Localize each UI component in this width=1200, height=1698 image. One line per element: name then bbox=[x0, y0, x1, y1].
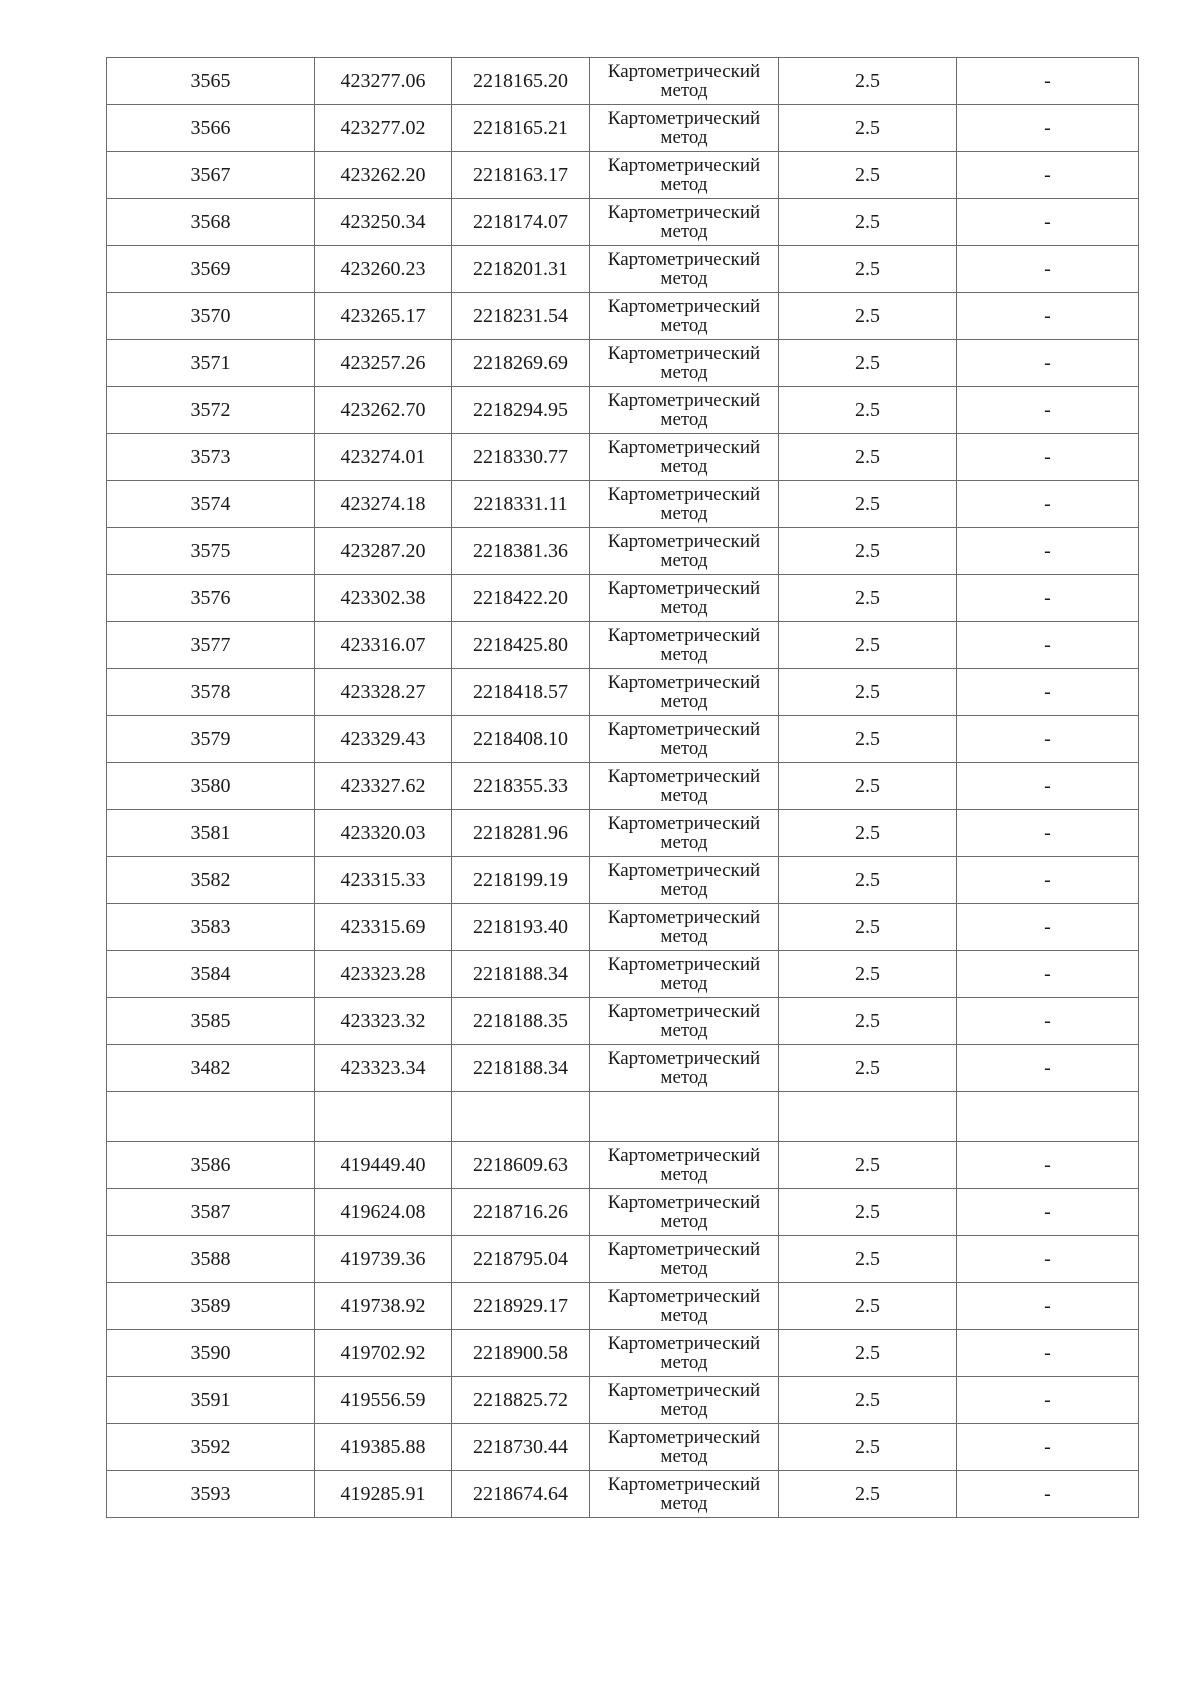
note-cell: - bbox=[957, 1377, 1139, 1424]
table-row bbox=[107, 669, 1139, 716]
method-cell: Картометрический метод bbox=[590, 904, 779, 951]
table-row bbox=[107, 152, 1139, 199]
y-coordinate-cell: 2218730.44 bbox=[452, 1424, 590, 1471]
table-row bbox=[107, 763, 1139, 810]
y-coordinate-cell: 2218425.80 bbox=[452, 622, 590, 669]
method-cell: Картометрический метод bbox=[590, 622, 779, 669]
table-row bbox=[107, 199, 1139, 246]
y-coordinate-cell: 2218199.19 bbox=[452, 857, 590, 904]
y-coordinate-cell: 2218355.33 bbox=[452, 763, 590, 810]
accuracy-cell: 2.5 bbox=[779, 575, 957, 622]
coordinates-table-body bbox=[107, 58, 1139, 1518]
table-row bbox=[107, 810, 1139, 857]
method-cell: Картометрический метод bbox=[590, 105, 779, 152]
accuracy-cell: 2.5 bbox=[779, 1283, 957, 1330]
table-row bbox=[107, 1471, 1139, 1518]
point-number-cell: 3588 bbox=[107, 1236, 315, 1283]
point-number-cell: 3568 bbox=[107, 199, 315, 246]
method-cell: Картометрический метод bbox=[590, 1142, 779, 1189]
point-number-cell: 3571 bbox=[107, 340, 315, 387]
point-number-cell: 3575 bbox=[107, 528, 315, 575]
method-cell: Картометрический метод bbox=[590, 58, 779, 105]
accuracy-cell: 2.5 bbox=[779, 810, 957, 857]
accuracy-cell: 2.5 bbox=[779, 951, 957, 998]
note-cell: - bbox=[957, 575, 1139, 622]
point-number-cell: 3582 bbox=[107, 857, 315, 904]
y-coordinate-cell: 2218331.11 bbox=[452, 481, 590, 528]
note-cell: - bbox=[957, 998, 1139, 1045]
note-cell: - bbox=[957, 1045, 1139, 1092]
method-cell: Картометрический метод bbox=[590, 1330, 779, 1377]
y-coordinate-cell: 2218193.40 bbox=[452, 904, 590, 951]
accuracy-cell: 2.5 bbox=[779, 998, 957, 1045]
accuracy-cell: 2.5 bbox=[779, 1045, 957, 1092]
note-cell: - bbox=[957, 246, 1139, 293]
accuracy-cell: 2.5 bbox=[779, 293, 957, 340]
point-number-cell: 3565 bbox=[107, 58, 315, 105]
point-number-cell: 3581 bbox=[107, 810, 315, 857]
x-coordinate-cell: 423315.33 bbox=[315, 857, 452, 904]
accuracy-cell: 2.5 bbox=[779, 434, 957, 481]
accuracy-cell: 2.5 bbox=[779, 716, 957, 763]
method-cell: Картометрический метод bbox=[590, 1045, 779, 1092]
y-coordinate-cell: 2218795.04 bbox=[452, 1236, 590, 1283]
y-coordinate-cell: 2218422.20 bbox=[452, 575, 590, 622]
y-coordinate-cell: 2218381.36 bbox=[452, 528, 590, 575]
note-cell: - bbox=[957, 857, 1139, 904]
x-coordinate-cell: 423323.28 bbox=[315, 951, 452, 998]
point-number-cell: 3570 bbox=[107, 293, 315, 340]
x-coordinate-cell: 419285.91 bbox=[315, 1471, 452, 1518]
note-cell: - bbox=[957, 716, 1139, 763]
note-cell: - bbox=[957, 293, 1139, 340]
x-coordinate-cell: 423274.01 bbox=[315, 434, 452, 481]
point-number-cell: 3576 bbox=[107, 575, 315, 622]
point-number-cell bbox=[107, 1092, 315, 1142]
method-cell: Картометрический метод bbox=[590, 951, 779, 998]
x-coordinate-cell: 423302.38 bbox=[315, 575, 452, 622]
table-row bbox=[107, 434, 1139, 481]
accuracy-cell: 2.5 bbox=[779, 481, 957, 528]
x-coordinate-cell: 423277.02 bbox=[315, 105, 452, 152]
table-row bbox=[107, 387, 1139, 434]
note-cell: - bbox=[957, 763, 1139, 810]
x-coordinate-cell: 419624.08 bbox=[315, 1189, 452, 1236]
y-coordinate-cell: 2218281.96 bbox=[452, 810, 590, 857]
x-coordinate-cell: 423328.27 bbox=[315, 669, 452, 716]
point-number-cell: 3578 bbox=[107, 669, 315, 716]
accuracy-cell: 2.5 bbox=[779, 1471, 957, 1518]
y-coordinate-cell: 2218330.77 bbox=[452, 434, 590, 481]
accuracy-cell: 2.5 bbox=[779, 152, 957, 199]
x-coordinate-cell: 423277.06 bbox=[315, 58, 452, 105]
accuracy-cell: 2.5 bbox=[779, 1424, 957, 1471]
y-coordinate-cell: 2218188.34 bbox=[452, 1045, 590, 1092]
accuracy-cell: 2.5 bbox=[779, 105, 957, 152]
point-number-cell: 3591 bbox=[107, 1377, 315, 1424]
note-cell: - bbox=[957, 1189, 1139, 1236]
y-coordinate-cell: 2218825.72 bbox=[452, 1377, 590, 1424]
x-coordinate-cell: 423323.34 bbox=[315, 1045, 452, 1092]
point-number-cell: 3592 bbox=[107, 1424, 315, 1471]
method-cell: Картометрический метод bbox=[590, 998, 779, 1045]
x-coordinate-cell: 419739.36 bbox=[315, 1236, 452, 1283]
y-coordinate-cell: 2218163.17 bbox=[452, 152, 590, 199]
y-coordinate-cell: 2218674.64 bbox=[452, 1471, 590, 1518]
accuracy-cell: 2.5 bbox=[779, 246, 957, 293]
x-coordinate-cell: 423274.18 bbox=[315, 481, 452, 528]
y-coordinate-cell: 2218900.58 bbox=[452, 1330, 590, 1377]
point-number-cell: 3593 bbox=[107, 1471, 315, 1518]
table-row-blank bbox=[107, 1092, 1139, 1142]
x-coordinate-cell: 423260.23 bbox=[315, 246, 452, 293]
y-coordinate-cell: 2218231.54 bbox=[452, 293, 590, 340]
accuracy-cell: 2.5 bbox=[779, 904, 957, 951]
table-row bbox=[107, 246, 1139, 293]
x-coordinate-cell: 423316.07 bbox=[315, 622, 452, 669]
method-cell: Картометрический метод bbox=[590, 481, 779, 528]
x-coordinate-cell: 423250.34 bbox=[315, 199, 452, 246]
x-coordinate-cell: 419738.92 bbox=[315, 1283, 452, 1330]
table-row bbox=[107, 105, 1139, 152]
point-number-cell: 3589 bbox=[107, 1283, 315, 1330]
accuracy-cell bbox=[779, 1092, 957, 1142]
method-cell: Картометрический метод bbox=[590, 810, 779, 857]
method-cell: Картометрический метод bbox=[590, 387, 779, 434]
x-coordinate-cell: 423262.70 bbox=[315, 387, 452, 434]
point-number-cell: 3566 bbox=[107, 105, 315, 152]
y-coordinate-cell: 2218165.20 bbox=[452, 58, 590, 105]
note-cell: - bbox=[957, 951, 1139, 998]
method-cell: Картометрический метод bbox=[590, 1424, 779, 1471]
x-coordinate-cell: 419556.59 bbox=[315, 1377, 452, 1424]
point-number-cell: 3580 bbox=[107, 763, 315, 810]
method-cell: Картометрический метод bbox=[590, 293, 779, 340]
method-cell: Картометрический метод bbox=[590, 340, 779, 387]
y-coordinate-cell: 2218165.21 bbox=[452, 105, 590, 152]
point-number-cell: 3574 bbox=[107, 481, 315, 528]
x-coordinate-cell: 423320.03 bbox=[315, 810, 452, 857]
x-coordinate-cell: 423315.69 bbox=[315, 904, 452, 951]
table-row bbox=[107, 575, 1139, 622]
table-row bbox=[107, 1236, 1139, 1283]
note-cell: - bbox=[957, 528, 1139, 575]
point-number-cell: 3573 bbox=[107, 434, 315, 481]
point-number-cell: 3579 bbox=[107, 716, 315, 763]
note-cell: - bbox=[957, 1236, 1139, 1283]
table-row bbox=[107, 951, 1139, 998]
method-cell: Картометрический метод bbox=[590, 857, 779, 904]
method-cell: Картометрический метод bbox=[590, 1189, 779, 1236]
table-row bbox=[107, 1283, 1139, 1330]
point-number-cell: 3586 bbox=[107, 1142, 315, 1189]
note-cell: - bbox=[957, 152, 1139, 199]
method-cell: Картометрический метод bbox=[590, 1236, 779, 1283]
table-row bbox=[107, 1330, 1139, 1377]
y-coordinate-cell: 2218269.69 bbox=[452, 340, 590, 387]
accuracy-cell: 2.5 bbox=[779, 58, 957, 105]
method-cell: Картометрический метод bbox=[590, 152, 779, 199]
table-row bbox=[107, 622, 1139, 669]
note-cell: - bbox=[957, 199, 1139, 246]
point-number-cell: 3585 bbox=[107, 998, 315, 1045]
note-cell: - bbox=[957, 1330, 1139, 1377]
method-cell: Картометрический метод bbox=[590, 528, 779, 575]
note-cell: - bbox=[957, 1471, 1139, 1518]
point-number-cell: 3584 bbox=[107, 951, 315, 998]
method-cell: Картометрический метод bbox=[590, 1377, 779, 1424]
y-coordinate-cell: 2218418.57 bbox=[452, 669, 590, 716]
x-coordinate-cell: 419449.40 bbox=[315, 1142, 452, 1189]
point-number-cell: 3572 bbox=[107, 387, 315, 434]
x-coordinate-cell: 423262.20 bbox=[315, 152, 452, 199]
note-cell bbox=[957, 1092, 1139, 1142]
method-cell: Картометрический метод bbox=[590, 669, 779, 716]
accuracy-cell: 2.5 bbox=[779, 340, 957, 387]
y-coordinate-cell: 2218201.31 bbox=[452, 246, 590, 293]
x-coordinate-cell bbox=[315, 1092, 452, 1142]
method-cell: Картометрический метод bbox=[590, 1283, 779, 1330]
x-coordinate-cell: 423265.17 bbox=[315, 293, 452, 340]
note-cell: - bbox=[957, 669, 1139, 716]
accuracy-cell: 2.5 bbox=[779, 763, 957, 810]
y-coordinate-cell: 2218188.35 bbox=[452, 998, 590, 1045]
note-cell: - bbox=[957, 387, 1139, 434]
table-row bbox=[107, 58, 1139, 105]
accuracy-cell: 2.5 bbox=[779, 857, 957, 904]
y-coordinate-cell: 2218408.10 bbox=[452, 716, 590, 763]
x-coordinate-cell: 423287.20 bbox=[315, 528, 452, 575]
method-cell: Картометрический метод bbox=[590, 763, 779, 810]
table-row bbox=[107, 857, 1139, 904]
method-cell: Картометрический метод bbox=[590, 199, 779, 246]
method-cell: Картометрический метод bbox=[590, 434, 779, 481]
accuracy-cell: 2.5 bbox=[779, 1377, 957, 1424]
note-cell: - bbox=[957, 481, 1139, 528]
method-cell: Картометрический метод bbox=[590, 1471, 779, 1518]
y-coordinate-cell bbox=[452, 1092, 590, 1142]
accuracy-cell: 2.5 bbox=[779, 1142, 957, 1189]
x-coordinate-cell: 419702.92 bbox=[315, 1330, 452, 1377]
note-cell: - bbox=[957, 904, 1139, 951]
note-cell: - bbox=[957, 58, 1139, 105]
table-row bbox=[107, 904, 1139, 951]
table-row bbox=[107, 481, 1139, 528]
accuracy-cell: 2.5 bbox=[779, 199, 957, 246]
note-cell: - bbox=[957, 622, 1139, 669]
point-number-cell: 3577 bbox=[107, 622, 315, 669]
coordinates-table bbox=[106, 57, 1139, 1518]
method-cell: Картометрический метод bbox=[590, 716, 779, 763]
y-coordinate-cell: 2218174.07 bbox=[452, 199, 590, 246]
y-coordinate-cell: 2218294.95 bbox=[452, 387, 590, 434]
accuracy-cell: 2.5 bbox=[779, 387, 957, 434]
accuracy-cell: 2.5 bbox=[779, 528, 957, 575]
accuracy-cell: 2.5 bbox=[779, 1330, 957, 1377]
x-coordinate-cell: 423329.43 bbox=[315, 716, 452, 763]
x-coordinate-cell: 423257.26 bbox=[315, 340, 452, 387]
point-number-cell: 3567 bbox=[107, 152, 315, 199]
table-row bbox=[107, 1189, 1139, 1236]
table-row bbox=[107, 1142, 1139, 1189]
table-row bbox=[107, 998, 1139, 1045]
note-cell: - bbox=[957, 340, 1139, 387]
table-row bbox=[107, 716, 1139, 763]
point-number-cell: 3583 bbox=[107, 904, 315, 951]
x-coordinate-cell: 419385.88 bbox=[315, 1424, 452, 1471]
y-coordinate-cell: 2218716.26 bbox=[452, 1189, 590, 1236]
note-cell: - bbox=[957, 810, 1139, 857]
table-row bbox=[107, 340, 1139, 387]
point-number-cell: 3569 bbox=[107, 246, 315, 293]
table-row bbox=[107, 528, 1139, 575]
note-cell: - bbox=[957, 105, 1139, 152]
y-coordinate-cell: 2218188.34 bbox=[452, 951, 590, 998]
note-cell: - bbox=[957, 1283, 1139, 1330]
table-row bbox=[107, 1377, 1139, 1424]
table-row bbox=[107, 1045, 1139, 1092]
method-cell: Картометрический метод bbox=[590, 246, 779, 293]
accuracy-cell: 2.5 bbox=[779, 669, 957, 716]
point-number-cell: 3590 bbox=[107, 1330, 315, 1377]
point-number-cell: 3587 bbox=[107, 1189, 315, 1236]
method-cell: Картометрический метод bbox=[590, 575, 779, 622]
table-row bbox=[107, 293, 1139, 340]
accuracy-cell: 2.5 bbox=[779, 1189, 957, 1236]
note-cell: - bbox=[957, 434, 1139, 481]
method-cell bbox=[590, 1092, 779, 1142]
note-cell: - bbox=[957, 1142, 1139, 1189]
accuracy-cell: 2.5 bbox=[779, 1236, 957, 1283]
y-coordinate-cell: 2218609.63 bbox=[452, 1142, 590, 1189]
note-cell: - bbox=[957, 1424, 1139, 1471]
x-coordinate-cell: 423327.62 bbox=[315, 763, 452, 810]
point-number-cell: 3482 bbox=[107, 1045, 315, 1092]
accuracy-cell: 2.5 bbox=[779, 622, 957, 669]
y-coordinate-cell: 2218929.17 bbox=[452, 1283, 590, 1330]
x-coordinate-cell: 423323.32 bbox=[315, 998, 452, 1045]
table-row bbox=[107, 1424, 1139, 1471]
